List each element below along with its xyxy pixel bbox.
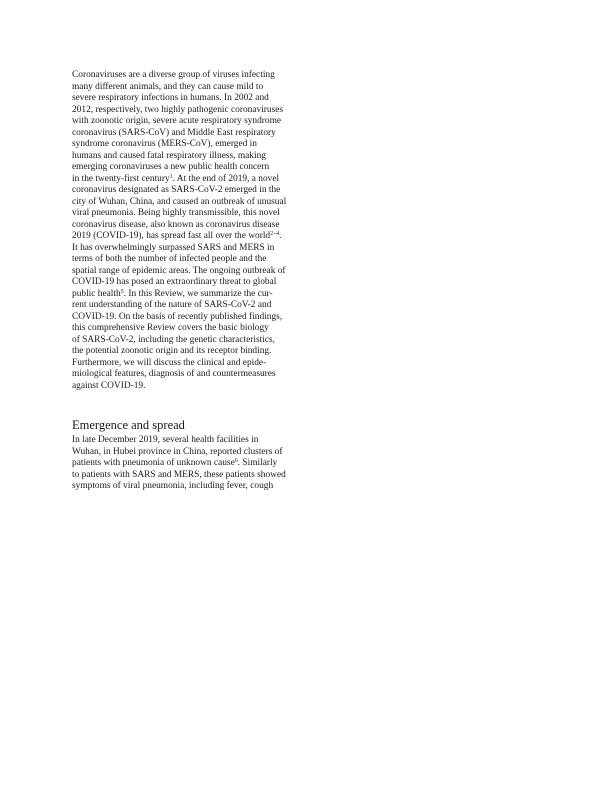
citation-superscript: 2–4	[270, 231, 280, 237]
text-line	[72, 128, 308, 140]
text-line-content: syndrome coronavirus (MERS-CoV), emerged in	[72, 139, 257, 149]
text-line-content: to patients with SARS and MERS, these patients showed	[72, 469, 286, 480]
text-line-content: public health	[72, 288, 121, 299]
text-line	[72, 312, 308, 324]
citation-superscript: 5	[120, 288, 124, 295]
text-line	[72, 220, 308, 232]
text-line-content: miological features, diagnosis of and countermeasures	[72, 369, 276, 379]
intro-paragraph	[72, 70, 308, 392]
text-line	[72, 277, 308, 289]
text-line-content: with zoonotic origin, severe acute respiratory syndrome	[72, 116, 282, 126]
text-line	[72, 435, 308, 447]
section-paragraph	[72, 435, 308, 493]
text-line	[72, 174, 308, 186]
text-line	[72, 289, 308, 301]
section-heading: Emergence and spread	[72, 418, 185, 432]
text-line-content: humans and caused fatal respiratory illness, making	[72, 150, 266, 161]
text-line	[72, 139, 308, 151]
text-line-content: Coronaviruses are a diverse group of viruses infecting	[72, 70, 275, 80]
text-line	[72, 243, 308, 255]
text-line-content: the potential zoonotic origin and its receptor binding.	[72, 346, 272, 356]
text-line-content: of SARS-CoV-2, including the genetic characteristics,	[72, 334, 275, 345]
text-line-content: rent understanding of the nature of SARS-CoV-2 and	[72, 300, 272, 310]
text-line	[72, 254, 308, 266]
text-line	[72, 116, 308, 128]
text-line-continuation: . At the end of 2019, a novel	[172, 173, 280, 184]
text-line	[72, 369, 308, 381]
text-line-continuation: . Similarly	[237, 458, 278, 468]
text-line-content: coronavirus disease, also known as coronavirus disease	[72, 219, 280, 230]
text-line	[72, 162, 308, 174]
text-line-content: viral pneumonia. Being highly transmissible, this novel	[72, 208, 280, 218]
text-line	[72, 82, 308, 94]
text-line-content: terms of both the number of infected people and the	[72, 254, 267, 264]
text-line	[72, 266, 308, 278]
text-column	[72, 70, 308, 493]
text-line-content: Wuhan, in Hubei province in China, reported clusters of	[72, 446, 283, 457]
text-line-content: city of Wuhan, China, and caused an outbreak of unusual	[72, 196, 287, 207]
text-line-content: this comprehensive Review covers the basic biology	[72, 323, 269, 333]
text-line-content: patients with pneumonia of unknown cause	[72, 458, 235, 468]
text-line-continuation: . In this Review, we summarize the cur-	[123, 288, 273, 299]
text-line-content: many different animals, and they can cause mild to	[72, 81, 264, 92]
text-line	[72, 300, 308, 312]
citation-superscript: 6	[234, 458, 238, 464]
text-line	[72, 185, 308, 197]
text-line	[72, 323, 308, 335]
text-line	[72, 447, 308, 459]
text-line	[72, 381, 308, 393]
text-line-content: against COVID-19.	[72, 380, 146, 391]
text-line	[72, 105, 308, 117]
text-line-content: COVID-19. On the basis of recently published findings,	[72, 311, 283, 322]
text-line-content: severe respiratory infections in humans. In 2002 and	[72, 93, 269, 103]
text-line-content: In late December 2019, several health facilities in	[72, 435, 259, 445]
text-line	[72, 208, 308, 220]
text-line-content: coronavirus designated as SARS-CoV-2 emerged in the	[72, 185, 281, 195]
text-line-content: symptoms of viral pneumonia, including fever, cough	[72, 481, 274, 491]
text-line-content: in the twenty-first century	[72, 173, 170, 184]
text-line-content: spatial range of epidemic areas. The ongoing outbreak of	[72, 265, 286, 276]
text-line-content: Furthermore, we will discuss the clinical and epide-	[72, 357, 267, 368]
text-line	[72, 458, 308, 470]
text-line	[72, 346, 308, 358]
text-line	[72, 231, 308, 243]
text-line	[72, 335, 308, 347]
text-line	[72, 70, 308, 82]
citation-superscript: 1	[169, 173, 173, 180]
text-line	[72, 151, 308, 163]
text-line	[72, 93, 308, 105]
text-line	[72, 358, 308, 370]
text-line-content: COVID-19 has posed an extraordinary threat to global	[72, 277, 277, 287]
text-line-content: 2019 (COVID-19), has spread fast all over the world	[72, 231, 271, 241]
text-line	[72, 481, 308, 493]
text-line	[72, 197, 308, 209]
text-line-content: It has overwhelmingly surpassed SARS and MERS in	[72, 242, 275, 253]
text-line-content: 2012, respectively, two highly pathogenic coronaviruses	[72, 104, 284, 115]
text-line-content: coronavirus (SARS-CoV) and Middle East respiratory	[72, 127, 276, 138]
text-line-continuation: .	[279, 231, 282, 241]
text-line	[72, 470, 308, 482]
text-line-content: emerging coronaviruses a new public health concern	[72, 162, 270, 172]
